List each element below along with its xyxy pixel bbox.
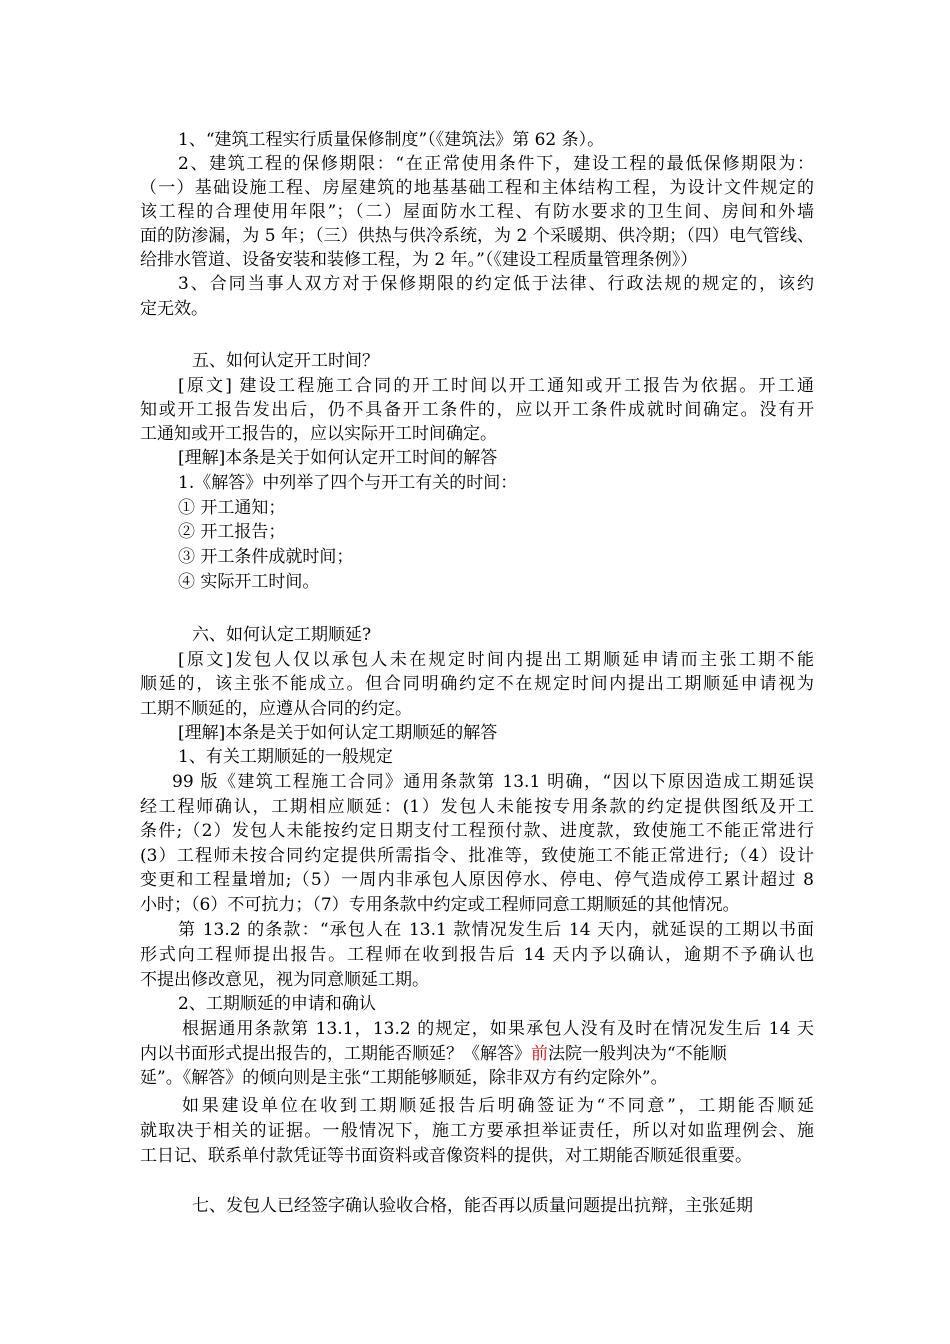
highlighted-text: 前 xyxy=(531,1044,548,1064)
list-item: ② 开工报告； xyxy=(178,522,286,542)
para-line: 知或开工报告发出后，仍不具备开工条件的，应以开工条件成就时间确定。没有开 xyxy=(140,400,814,420)
para-line: 1、有关工期顺延的一般规定 xyxy=(178,747,393,767)
para-line: [理解]本条是关于如何认定开工时间的解答 xyxy=(178,448,498,468)
para-line: 形式向工程师提出报告。工程师在收到报告后 14 天内予以确认，逾期不予确认也 xyxy=(140,945,814,965)
section-heading: 五、如何认定开工时间？ xyxy=(192,351,379,371)
para-line: 3、合同当事人双方对于保修期限的约定低于法律、行政法规的规定的，该约 xyxy=(178,274,814,294)
para-line: 面的防渗漏，为 5 年；（三）供热与供冷系统，为 2 个采暖期、供冷期；（四）电气管线、 xyxy=(140,226,814,246)
para-line: (3）工程师未按合同约定提供所需指令、批准等，致使施工不能正常进行;（4）设计 xyxy=(140,846,814,866)
para-line: 条件;（2）发包人未能按约定日期支付工程预付款、进度款，致使施工不能正常进行 xyxy=(140,821,814,841)
para-line: 经工程师确认，工期相应顺延：(1）发包人未能按专用条款的约定提供图纸及开工 xyxy=(140,797,814,817)
para-line: 工通知或开工报告的，应以实际开工时间确定。 xyxy=(140,424,497,444)
para-line: 该工程的合理使用年限”；（二）屋面防水工程、有防水要求的卫生间、房间和外墙 xyxy=(140,202,814,222)
para-line: 工期不顺延的，应遵从合同的约定。 xyxy=(140,699,412,719)
para-line: 如果建设单位在收到工期顺延报告后明确签证为“不同意”，工期能否顺延 xyxy=(182,1096,814,1116)
para-line: 根据通用条款第 13.1，13.2 的规定，如果承包人没有及时在情况发生后 14 天 xyxy=(182,1019,814,1039)
section-heading: 六、如何认定工期顺延? xyxy=(192,625,372,645)
para-line: 就取决于相关的证据。一般情况下，施工方要承担举证责任，所以对如监理例会、施 xyxy=(140,1121,814,1141)
para-text: 内以书面形式提出报告的，工期能否顺延？《解答》 xyxy=(140,1044,531,1064)
para-line: 给排水管道、设备安装和装修工程，为 2 年。”（《建设工程质量管理条例》） xyxy=(140,250,698,270)
para-line: 不提出修改意见，视为同意顺延工期。 xyxy=(140,970,429,990)
para-line: 小时；（6）不可抗力；（7）专用条款中约定或工程师同意工期顺延的其他情况。 xyxy=(140,895,740,915)
para-line: [原文] 建设工程施工合同的开工时间以开工通知或开工报告为依据。开工通 xyxy=(178,376,814,396)
para-line xyxy=(140,1042,727,1066)
list-item: ① 开工通知； xyxy=(178,498,286,518)
list-item: ③ 开工条件成就时间； xyxy=(178,547,354,567)
para-line: 定无效。 xyxy=(140,299,208,319)
para-line: 顺延的，该主张不能成立。但合同明确约定不在规定时间内提出工期顺延申请视为 xyxy=(140,674,814,694)
para-line: 工日记、联系单付款凭证等书面资料或音像资料的提供，对工期能否顺延很重要。 xyxy=(140,1146,752,1166)
list-item: ④ 实际开工时间。 xyxy=(178,572,320,592)
para-line: [原文]发包人仅以承包人未在规定时间内提出工期顺延申请而主张工期不能 xyxy=(178,650,814,670)
section-heading: 七、发包人已经签字确认验收合格，能否再以质量问题提出抗辩，主张延期 xyxy=(192,1196,753,1216)
para-line: 延”。《解答》的倾向则是主张“工期能够顺延，除非双方有约定除外”。 xyxy=(140,1068,668,1088)
para-line: 第 13.2 的条款：“承包人在 13.1 款情况发生后 14 天内，就延误的工期以书面 xyxy=(178,920,814,940)
para-line: （一）基础设施工程、房屋建筑的地基基础工程和主体结构工程，为设计文件规定的 xyxy=(140,178,814,198)
para-line: 2、建筑工程的保修期限：“在正常使用条件下，建设工程的最低保修期限为： xyxy=(178,154,814,174)
para-line: 2、工期顺延的申请和确认 xyxy=(178,994,376,1014)
para-line: 变更和工程量增加;（5）一周内非承包人原因停水、停电、停气造成停工累计超过 8 xyxy=(140,870,814,890)
para-line: 99 版《建筑工程施工合同》通用条款第 13.1 明确，“因以下原因造成工期延误 xyxy=(172,772,814,792)
para-text: 法院一般判决为“不能顺 xyxy=(548,1044,727,1064)
para-line: 1.《解答》中列举了四个与开工有关的时间： xyxy=(178,473,518,493)
para-line: 1、“建筑工程实行质量保修制度”（《建筑法》第 62 条）。 xyxy=(178,130,605,150)
para-line: [理解]本条是关于如何认定工期顺延的解答 xyxy=(178,723,498,743)
